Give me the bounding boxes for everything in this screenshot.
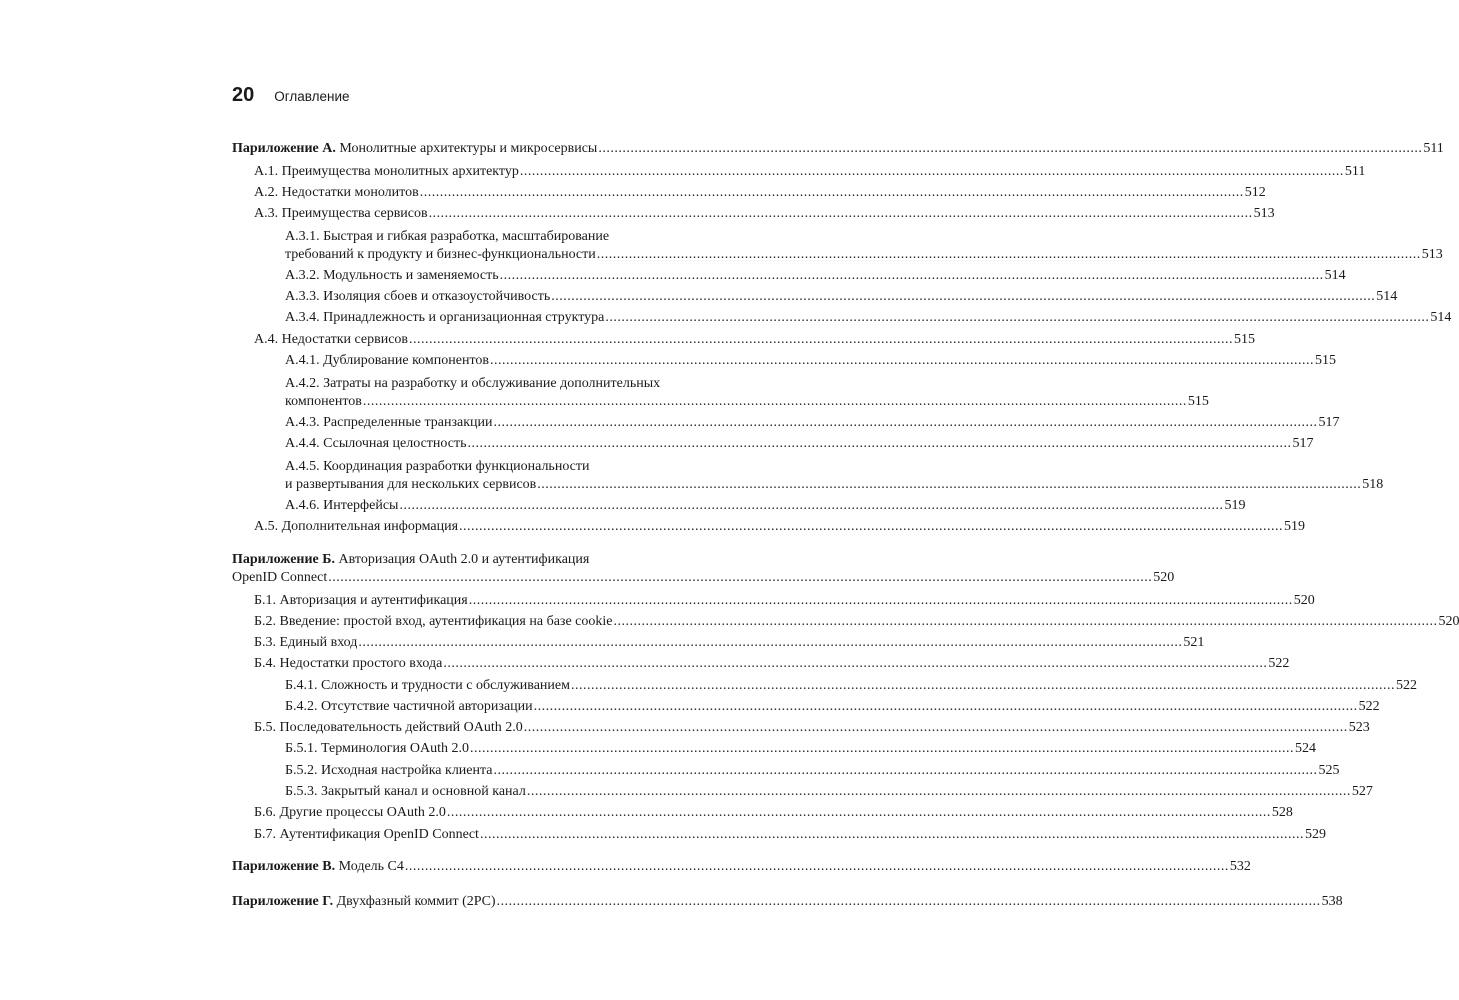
page-reference: 515 [1234,332,1256,347]
toc-entry[interactable] [232,393,1209,411]
page-reference: 520 [1293,593,1315,608]
toc-entry-text: А.2. Недостатки монолитов [254,185,419,200]
toc-entry[interactable] [232,762,1340,780]
page-reference: 521 [1183,635,1205,650]
toc-entry-text: Б.4.1. Сложность и трудности с обслуживанием [285,678,570,693]
dot-leader [467,435,1291,453]
toc-entry-text: Б.1. Авторизация и аутентификация [254,593,468,608]
dot-leader [605,309,1429,327]
toc-entry[interactable] [232,893,1343,911]
page-reference: 538 [1321,894,1343,909]
toc-entry-text: Б.5. Последовательность действий OAuth 2.0 [254,720,523,735]
dot-leader [459,518,1283,536]
dot-leader [613,613,1437,631]
toc-entry-text: А.5. Дополнительная информация [254,519,459,534]
toc-entry-text: компонентов [285,394,362,409]
toc-entry-first-line [232,458,768,476]
toc-entry-text: Модель C4 [338,859,404,874]
page-reference: 525 [1318,763,1340,778]
page-reference: 512 [1244,185,1266,200]
dot-leader [520,163,1344,181]
toc-entry[interactable] [232,634,1205,652]
toc-entry-text: требований к продукту и бизнес-функциональности [285,247,596,262]
toc-entry[interactable] [232,267,1346,285]
page-reference: 528 [1271,805,1293,820]
toc-entry[interactable] [232,163,1366,181]
toc-entry-text: А.4.6. Интерфейсы [285,498,399,513]
toc-entry-first-line [232,228,768,246]
toc-entry-text: А.4.5. Координация разработки функциональности [285,459,590,474]
toc-entry[interactable] [232,352,1336,370]
dot-leader [405,858,1229,876]
toc-entry-text: Б.4.2. Отсутствие частичной авторизации [285,699,533,714]
toc-entry[interactable] [232,858,1251,876]
toc-entry[interactable] [232,613,1459,631]
page-number: 20 [232,84,255,106]
dot-leader [534,698,1358,716]
page-reference: 527 [1351,784,1373,799]
page-reference: 522 [1268,656,1290,671]
toc-entry[interactable] [232,740,1316,758]
page-reference: 514 [1376,289,1398,304]
toc-entry[interactable] [232,592,1315,610]
appendix-label: Париложение В. [232,859,336,874]
toc-entry[interactable] [232,435,1314,453]
toc-entry-text: А.3. Преимущества сервисов [254,206,428,221]
page-reference: 522 [1395,678,1417,693]
dot-leader [571,677,1395,695]
dot-leader [429,205,1253,223]
dot-leader [497,893,1321,911]
toc-entry-text: и развертывания для нескольких сервисов [285,477,537,492]
toc-entry[interactable] [232,804,1293,822]
toc-entry-text: А.4.2. Затраты на разработку и обслуживание дополнительных [285,376,661,391]
toc-entry-text: Б.5.1. Терминология OAuth 2.0 [285,741,469,756]
toc-entry[interactable] [232,497,1246,515]
page-reference: 520 [1153,570,1175,585]
toc-entry-text: OpenID Connect [232,570,328,585]
toc-entry-text: Б.2. Введение: простой вход, аутентификация на базе cookie [254,614,613,629]
appendix-label: Париложение Б. [232,552,336,567]
dot-leader [490,352,1314,370]
page-reference: 518 [1362,477,1384,492]
toc-entry[interactable] [232,719,1370,737]
toc-entry[interactable] [232,414,1340,432]
appendix-label: Париложение А. [232,141,336,156]
dot-leader [494,762,1318,780]
toc-entry[interactable] [232,569,1175,587]
toc-entry[interactable] [232,476,1384,494]
toc-entry[interactable] [232,698,1380,716]
toc-entry-text: Б.3. Единый вход [254,635,358,650]
toc-entry-text: А.4.4. Ссылочная целостность [285,436,467,451]
dot-leader [443,655,1267,673]
toc-entry-text: А.4.1. Дублирование компонентов [285,353,489,368]
toc-entry-text: А.3.2. Модульность и заменяемость [285,268,499,283]
dot-leader [420,184,1244,202]
page-reference: 519 [1224,498,1246,513]
toc-entry[interactable] [232,205,1275,223]
page-reference: 523 [1348,720,1370,735]
dot-leader [598,140,1422,158]
dot-leader [500,267,1324,285]
toc-entry[interactable] [232,331,1256,349]
dot-leader [470,740,1294,758]
toc-entry-first-line [232,551,768,569]
toc-entry-text: А.3.1. Быстрая и гибкая разработка, масштабирование [285,229,610,244]
running-title: Оглавление [274,89,350,104]
toc-entry-text: Б.5.3. Закрытый канал и основной канал [285,784,526,799]
toc-entry[interactable] [232,518,1306,536]
toc-entry-text: Б.4. Недостатки простого входа [254,656,443,671]
toc-entry[interactable] [232,677,1417,695]
page-reference: 517 [1318,415,1340,430]
toc-entry-text: Монолитные архитектуры и микросервисы [339,141,598,156]
page-reference: 522 [1358,699,1380,714]
dot-leader [551,288,1375,306]
toc-entry-text: А.4.3. Распределенные транзакции [285,415,493,430]
dot-leader [363,393,1187,411]
page-reference: 513 [1421,247,1443,262]
page-reference: 514 [1430,310,1452,325]
page-reference: 515 [1187,394,1209,409]
dot-leader [409,331,1233,349]
page-reference: 515 [1314,353,1336,368]
toc-entry[interactable] [232,184,1266,202]
dot-leader [537,476,1361,494]
toc-entry[interactable] [232,246,1443,264]
page-reference: 532 [1229,859,1251,874]
dot-leader [447,804,1271,822]
dot-leader [597,246,1421,264]
toc-entry-text: Авторизация OAuth 2.0 и аутентификация [338,552,590,567]
appendix-label: Париложение Г. [232,894,334,909]
toc-entry[interactable] [232,309,1452,327]
toc-entry-text: Б.5.2. Исходная настройка клиента [285,763,493,778]
dot-leader [399,497,1223,515]
toc-entry-text: А.4. Недостатки сервисов [254,332,409,347]
toc-entry-text: А.3.3. Изоляция сбоев и отказоустойчивость [285,289,551,304]
page-reference: 529 [1304,827,1326,842]
toc-entry-first-line [232,375,768,393]
page-reference: 524 [1295,741,1316,756]
dot-leader [524,719,1348,737]
toc-entry[interactable] [232,783,1373,801]
toc-entry[interactable] [232,826,1326,844]
toc-entry-text: Б.6. Другие процессы OAuth 2.0 [254,805,446,820]
toc-entry[interactable] [232,140,1444,158]
toc-entry[interactable] [232,655,1290,673]
page-reference: 511 [1423,141,1444,156]
toc-entry-text: Б.7. Аутентификация OpenID Connect [254,827,479,842]
dot-leader [480,826,1304,844]
page-reference: 513 [1253,206,1275,221]
dot-leader [358,634,1182,652]
dot-leader [494,414,1318,432]
page-header [232,84,350,107]
page-reference: 520 [1438,614,1459,629]
toc-entry-text: Двухфазный коммит (2PC) [336,894,496,909]
toc-entry-text: А.3.4. Принадлежность и организационная структура [285,310,605,325]
page-reference: 511 [1344,164,1366,179]
toc-entry-text: А.1. Преимущества монолитных архитектур [254,164,519,179]
page-reference: 519 [1284,519,1306,534]
dot-leader [469,592,1293,610]
dot-leader [527,783,1351,801]
page-reference: 514 [1324,268,1346,283]
dot-leader [328,569,1152,587]
toc-entry[interactable] [232,288,1398,306]
page-reference: 517 [1292,436,1314,451]
